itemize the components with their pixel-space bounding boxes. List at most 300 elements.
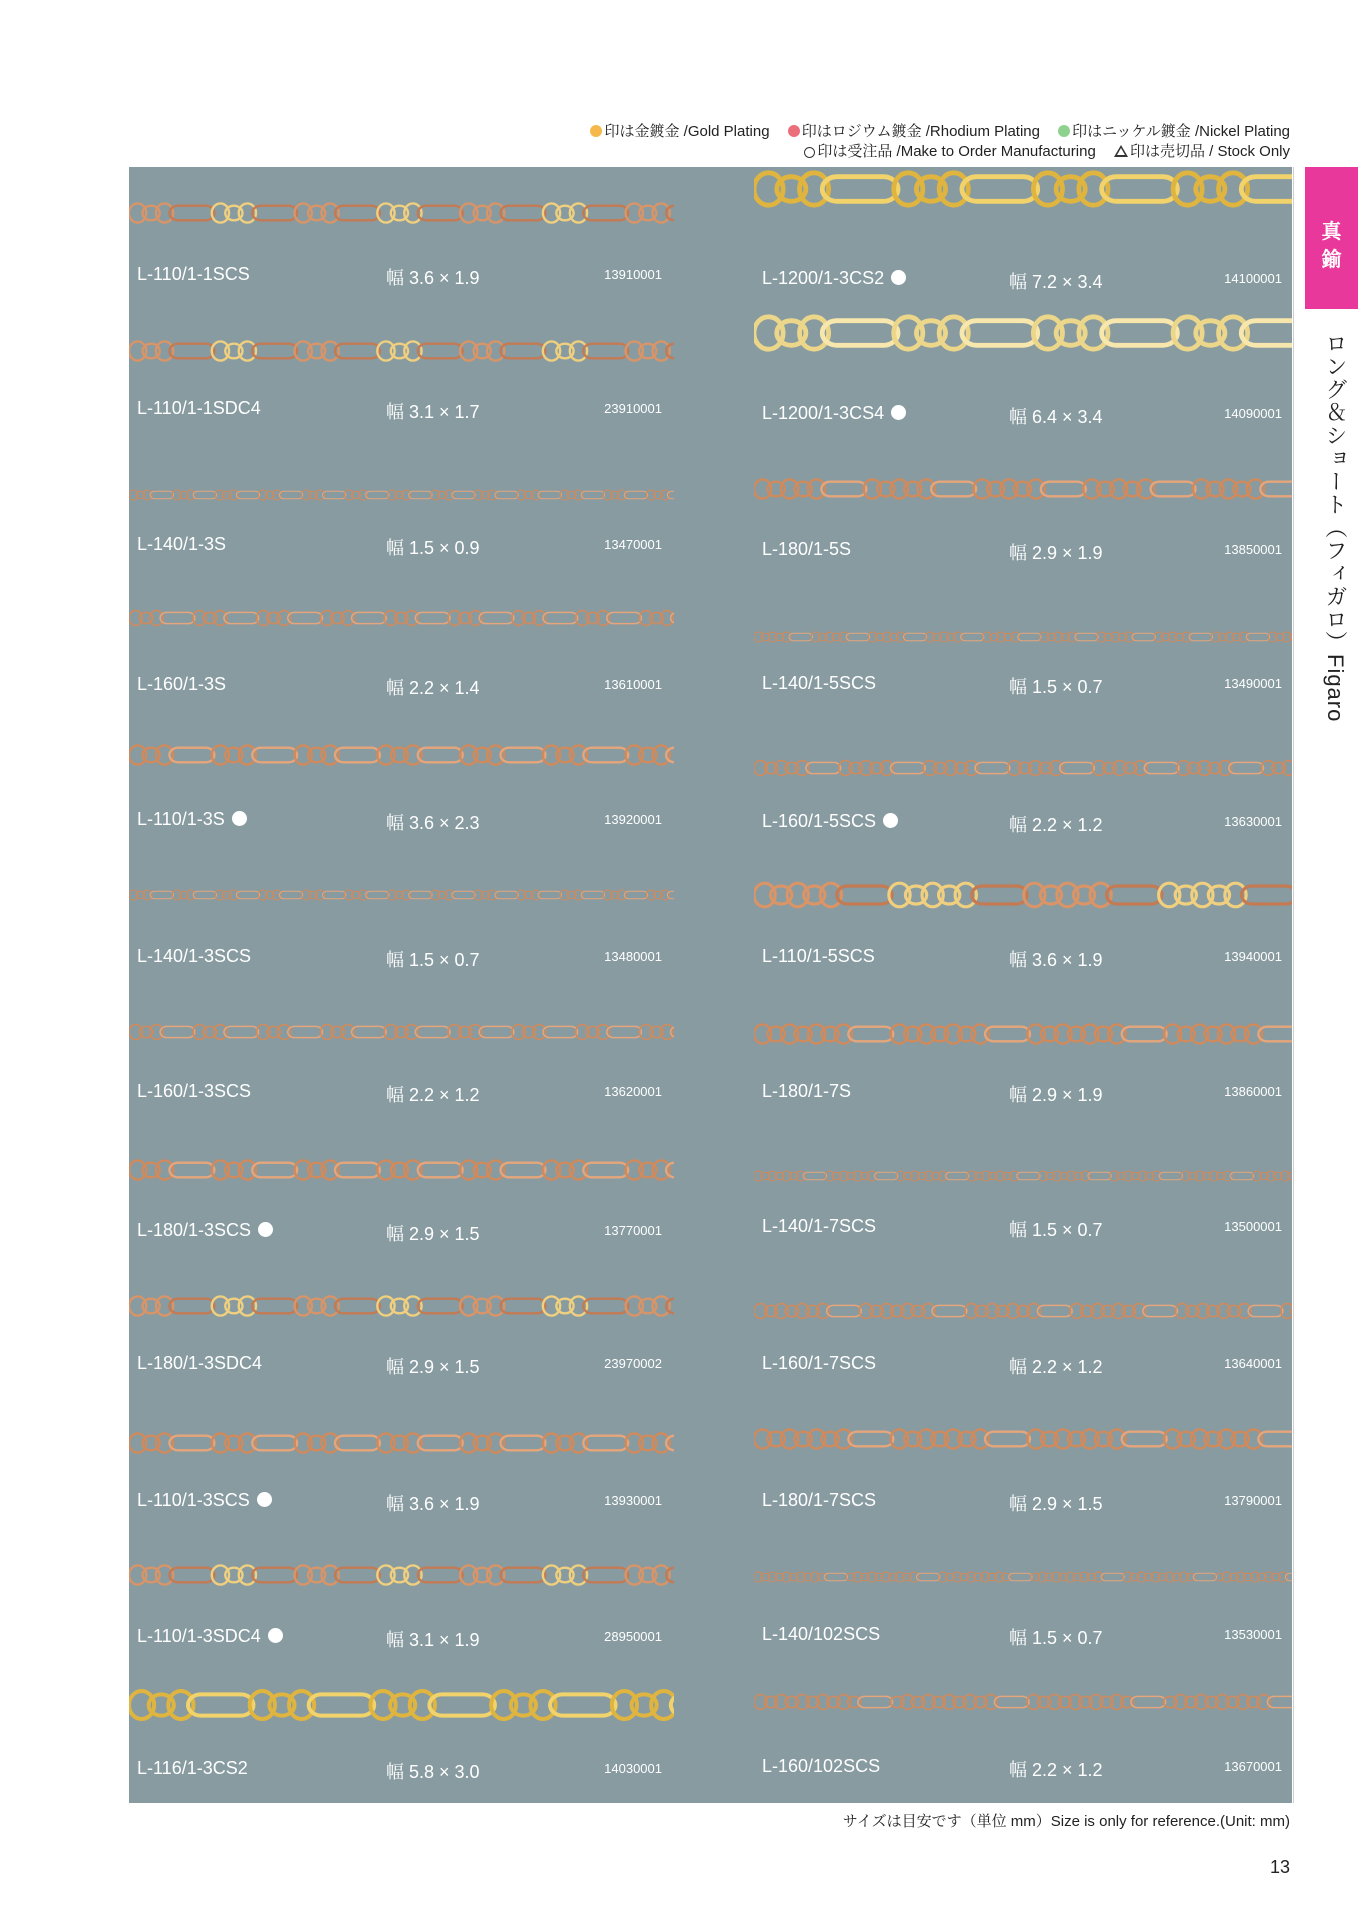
- product-size: 幅 2.2 × 1.2: [1009, 1760, 1103, 1780]
- chain-long-link: [583, 748, 628, 763]
- product-code-text: L-1200/1-3CS4: [762, 403, 885, 423]
- chain-link: [129, 745, 146, 764]
- chain-link: [835, 1024, 852, 1043]
- chain-long-link: [252, 748, 297, 763]
- chain-long-link: [501, 748, 546, 763]
- chain-long-link: [418, 344, 463, 359]
- chain-link: [488, 490, 497, 500]
- chain-link: [986, 1304, 999, 1319]
- product-code: [762, 268, 906, 289]
- product-code: [762, 1081, 851, 1102]
- chain-link: [922, 1695, 935, 1710]
- chain-link: [972, 1024, 989, 1043]
- product-size: 幅 1.5 × 0.7: [1009, 1628, 1103, 1648]
- chain-link: [129, 1433, 146, 1452]
- product-code: [762, 946, 875, 967]
- chain-long-link: [169, 344, 214, 359]
- chain-link: [1218, 1024, 1235, 1043]
- chain-long-link: [1041, 482, 1086, 497]
- section-title: [1306, 332, 1356, 732]
- chain-link: [570, 1296, 587, 1315]
- chain-link: [487, 203, 504, 222]
- product-code: [762, 1624, 880, 1645]
- chain-long-link: [169, 206, 214, 221]
- chain-link: [143, 890, 152, 900]
- product-code-text: L-110/1-3SCS: [137, 1490, 250, 1510]
- chain-link: [1137, 1572, 1146, 1582]
- chain-long-link: [501, 1568, 546, 1583]
- chain-link: [1257, 1695, 1270, 1710]
- chain-link: [816, 1304, 829, 1319]
- chain-link: [359, 490, 368, 500]
- chain-link: [660, 611, 673, 626]
- chain-long-link: [538, 491, 561, 499]
- chain-long-link: [1102, 177, 1178, 202]
- size-footnote: サイズは目安です（単位 mm）Size is only for reference.(Unit: mm): [842, 1813, 1290, 1830]
- chain-long-link: [309, 1694, 375, 1715]
- chain-long-link: [583, 1163, 628, 1178]
- chain-link: [808, 479, 825, 498]
- chain-link: [341, 1025, 354, 1040]
- tab-label-2: 鍮: [1321, 249, 1342, 271]
- chain-long-link: [1107, 886, 1162, 904]
- chain-long-link: [671, 1694, 674, 1715]
- chain-long-link: [418, 748, 463, 763]
- chain-link: [1217, 1304, 1230, 1319]
- chain-link: [129, 890, 138, 900]
- chain-link: [1250, 1572, 1259, 1582]
- chain-link: [835, 1429, 852, 1448]
- chain-image: [754, 312, 1292, 354]
- chain-link: [1191, 1024, 1208, 1043]
- chain-link: [1049, 761, 1062, 776]
- chain-link: [570, 745, 587, 764]
- chain-link: [1011, 632, 1020, 642]
- chain-image: [129, 609, 674, 627]
- product-size: 幅 1.5 × 0.7: [1009, 1220, 1103, 1240]
- chain-link: [901, 1695, 914, 1710]
- chain-link: [1052, 1572, 1061, 1582]
- chain-image: [129, 1431, 674, 1455]
- chain-long-link: [236, 891, 259, 899]
- chain-long-link: [581, 891, 604, 899]
- chain-long-link: [352, 1026, 387, 1037]
- chain-long-link: [501, 1436, 546, 1451]
- chain-long-link: [418, 1163, 463, 1178]
- chain-link: [574, 490, 583, 500]
- chain-link: [839, 632, 848, 642]
- chain-long-link: [822, 177, 898, 202]
- chain-long-link: [1241, 886, 1292, 904]
- product-size: 幅 3.1 × 1.7: [386, 402, 480, 422]
- product-code: [137, 1081, 251, 1102]
- product-code-text: L-160/1-3SCS: [137, 1081, 252, 1101]
- chain-image: [754, 880, 1292, 910]
- chain-link: [129, 1025, 142, 1040]
- chain-long-link: [1131, 1696, 1166, 1707]
- chain-link: [653, 341, 670, 360]
- chain-link: [1110, 1695, 1123, 1710]
- chain-long-link: [288, 612, 323, 623]
- side-divider: [1293, 167, 1294, 1803]
- chain-link: [150, 1025, 163, 1040]
- chain-long-link: [985, 1432, 1030, 1447]
- chain-link: [981, 1572, 990, 1582]
- chain-long-link: [583, 206, 628, 221]
- chain-link: [487, 1433, 504, 1452]
- chain-long-link: [366, 491, 389, 499]
- chain-long-link: [1075, 633, 1098, 641]
- nickel-dot-icon: [1058, 125, 1070, 137]
- chain-long-link: [224, 1026, 259, 1037]
- chain-link: [596, 611, 609, 626]
- chain-link: [881, 1572, 890, 1582]
- chain-long-link: [1248, 1305, 1283, 1316]
- chain-link: [570, 203, 587, 222]
- chain-link: [570, 341, 587, 360]
- chain-link: [1027, 1304, 1040, 1319]
- chain-link: [782, 1171, 791, 1181]
- chain-long-link: [583, 1568, 628, 1583]
- product-size: 幅 7.2 × 3.4: [1009, 272, 1103, 292]
- chain-long-link: [409, 491, 432, 499]
- chain-link: [1137, 479, 1154, 498]
- chain-link: [531, 890, 540, 900]
- chain-link: [781, 1024, 798, 1043]
- chain-long-link: [1193, 1573, 1216, 1581]
- chain-link: [754, 761, 767, 776]
- product-number: 13640001: [1224, 1356, 1282, 1371]
- chain-long-link: [837, 886, 892, 904]
- chain-link: [570, 1433, 587, 1452]
- chain-link: [816, 1695, 829, 1710]
- chain-image: [754, 1427, 1292, 1451]
- chain-link: [1124, 1171, 1133, 1181]
- chain-link: [239, 1433, 256, 1452]
- product-code: [762, 539, 851, 560]
- product-code-text: L-110/1-1SDC4: [137, 398, 261, 418]
- chain-image: [129, 1563, 674, 1587]
- chain-link: [143, 490, 152, 500]
- chain-link: [404, 203, 421, 222]
- product-code-text: L-160/102SCS: [762, 1756, 881, 1776]
- chain-long-link: [236, 491, 259, 499]
- chain-link: [922, 1304, 935, 1319]
- chain-long-link: [409, 891, 432, 899]
- chain-link: [1291, 1305, 1292, 1316]
- chain-link: [1080, 1572, 1089, 1582]
- chain-link: [1110, 479, 1127, 498]
- chain-long-link: [806, 762, 841, 773]
- chain-long-link: [824, 1573, 847, 1581]
- tab-label-1: 真: [1321, 221, 1342, 243]
- chain-long-link: [874, 1172, 897, 1180]
- chain-link: [1081, 1024, 1098, 1043]
- chain-long-link: [821, 482, 866, 497]
- chain-long-link: [352, 612, 387, 623]
- chain-link: [1198, 761, 1211, 776]
- chain-long-link: [288, 1026, 323, 1037]
- product-code: [137, 1220, 273, 1241]
- product-code-text: L-140/102SCS: [762, 1624, 881, 1644]
- chain-link: [944, 761, 957, 776]
- product-number: 13480001: [604, 949, 662, 964]
- chain-image: [129, 1687, 674, 1723]
- chain-long-link: [827, 1305, 862, 1316]
- chain-link: [867, 1171, 876, 1181]
- chain-link: [909, 1572, 918, 1582]
- chain-link: [239, 745, 256, 764]
- product-code-text: L-180/1-7SCS: [762, 1490, 877, 1510]
- chain-link: [487, 1160, 504, 1179]
- product-size: 幅 2.2 × 1.2: [1009, 815, 1103, 835]
- chain-link: [880, 761, 893, 776]
- chain-long-link: [962, 321, 1038, 346]
- chain-link: [156, 745, 173, 764]
- chain-link: [796, 1304, 809, 1319]
- gold-dot-icon: [590, 125, 602, 137]
- chain-link: [1182, 632, 1191, 642]
- product-code: [137, 809, 247, 830]
- product-number: 13920001: [604, 812, 662, 827]
- chain-long-link: [279, 891, 302, 899]
- chain-link: [1282, 761, 1292, 776]
- product-code-text: L-110/1-1SCS: [137, 264, 250, 284]
- page-number: 13: [1269, 1857, 1290, 1877]
- product-code-text: L-116/1-3CS2: [137, 1758, 248, 1778]
- chain-long-link: [583, 1436, 628, 1451]
- chain-link: [796, 1695, 809, 1710]
- legend-row-plating: [590, 122, 1290, 142]
- chain-link: [1029, 761, 1042, 776]
- chain-long-link: [415, 612, 450, 623]
- chain-long-link: [550, 1694, 616, 1715]
- chain-image: [129, 743, 674, 767]
- chain-long-link: [903, 633, 926, 641]
- chain-link: [129, 490, 138, 500]
- chain-link: [972, 1429, 989, 1448]
- chain-link: [272, 490, 281, 500]
- white-dot-icon: [883, 813, 898, 828]
- chain-link: [895, 1572, 904, 1582]
- product-code-text: L-110/1-5SCS: [762, 946, 875, 966]
- chain-link: [967, 1572, 976, 1582]
- chain-long-link: [224, 612, 259, 623]
- chain-long-link: [1037, 1305, 1072, 1316]
- chain-link: [129, 341, 146, 360]
- chain-long-link: [335, 344, 380, 359]
- legend-row-status: [590, 142, 1290, 162]
- product-code-text: L-180/1-5S: [762, 539, 852, 559]
- product-size: 幅 2.9 × 1.9: [1009, 543, 1103, 563]
- chain-link: [660, 890, 669, 900]
- chain-long-link: [543, 612, 578, 623]
- chain-link: [1225, 632, 1234, 642]
- product-size: 幅 3.6 × 1.9: [386, 1494, 480, 1514]
- product-number: 13620001: [604, 1084, 662, 1099]
- product-code: [137, 1490, 272, 1511]
- chain-link: [995, 1572, 1004, 1582]
- product-number: 13610001: [604, 677, 662, 692]
- product-size: 幅 6.4 × 3.4: [1009, 407, 1103, 427]
- product-code: [137, 264, 250, 285]
- chain-long-link: [418, 1299, 463, 1314]
- chain-long-link: [624, 891, 647, 899]
- chain-long-link: [961, 633, 984, 641]
- chain-image: [129, 339, 674, 363]
- chain-long-link: [415, 1026, 450, 1037]
- product-number: 23910001: [604, 401, 662, 416]
- chain-long-link: [323, 491, 346, 499]
- chain-link: [945, 1429, 962, 1448]
- chain-link: [810, 1572, 819, 1582]
- chain-long-link: [335, 1436, 380, 1451]
- chain-long-link: [418, 206, 463, 221]
- chain-link: [781, 1429, 798, 1448]
- chain-link: [1048, 1695, 1061, 1710]
- product-size: 幅 3.1 × 1.9: [386, 1630, 480, 1650]
- product-number: 13630001: [1224, 814, 1282, 829]
- chain-link: [768, 1171, 777, 1181]
- chain-long-link: [1285, 1573, 1292, 1581]
- chain-long-link: [932, 1305, 967, 1316]
- chain-long-link: [581, 491, 604, 499]
- chain-long-link: [452, 891, 475, 899]
- chain-link: [924, 1171, 933, 1181]
- chain-link: [129, 1160, 146, 1179]
- product-size: 幅 2.9 × 1.5: [386, 1357, 480, 1377]
- chain-link: [1195, 1695, 1208, 1710]
- chain-link: [754, 1695, 767, 1710]
- chain-link: [404, 341, 421, 360]
- product-number: 13860001: [1224, 1084, 1282, 1099]
- chain-link: [570, 1565, 587, 1584]
- chain-link: [487, 745, 504, 764]
- product-code-text: L-110/1-3S: [137, 809, 225, 829]
- chain-long-link: [1018, 633, 1041, 641]
- chain-link: [653, 203, 670, 222]
- product-size: 幅 2.2 × 1.2: [386, 1085, 480, 1105]
- chain-long-link: [169, 1163, 214, 1178]
- chain-long-link: [846, 633, 869, 641]
- chain-link: [156, 1296, 173, 1315]
- chain-link: [775, 761, 788, 776]
- chain-link: [239, 203, 256, 222]
- chain-long-link: [1122, 1027, 1167, 1042]
- chain-link: [1108, 1024, 1125, 1043]
- chain-image: [754, 1170, 1292, 1182]
- chain-link: [445, 490, 454, 500]
- product-number: 13770001: [604, 1223, 662, 1238]
- chain-link: [653, 1296, 670, 1315]
- chain-link: [1134, 761, 1147, 776]
- product-code: [137, 1626, 283, 1647]
- category-tab-brass[interactable]: [1305, 167, 1358, 309]
- chain-image: [129, 201, 674, 225]
- chain-link: [775, 1695, 788, 1710]
- chain-long-link: [1143, 1305, 1178, 1316]
- product-number: 14100001: [1224, 271, 1282, 286]
- chain-long-link: [543, 1026, 578, 1037]
- chain-long-link: [916, 1573, 939, 1581]
- chain-link: [660, 490, 669, 500]
- chain-link: [1174, 1695, 1187, 1710]
- chain-long-link: [495, 891, 518, 899]
- chain-long-link: [1009, 1573, 1032, 1581]
- product-code: [137, 398, 261, 419]
- product-size: 幅 5.8 × 3.0: [386, 1762, 480, 1782]
- chain-image: [754, 477, 1292, 501]
- product-code: [762, 403, 906, 424]
- chain-link: [1223, 1171, 1232, 1181]
- chain-image: [129, 489, 674, 501]
- plating-legend: [590, 122, 1290, 162]
- chain-long-link: [975, 762, 1010, 773]
- chain-link: [754, 1024, 771, 1043]
- chain-long-link: [335, 206, 380, 221]
- chain-long-link: [479, 1026, 514, 1037]
- chain-link: [901, 1304, 914, 1319]
- product-number: 13910001: [604, 267, 662, 282]
- product-code: [762, 1490, 876, 1511]
- product-number: 13930001: [604, 1493, 662, 1508]
- chain-link: [1209, 1171, 1218, 1181]
- chain-link: [469, 611, 482, 626]
- chain-long-link: [1132, 633, 1155, 641]
- chain-link: [404, 1565, 421, 1584]
- chain-link: [754, 632, 763, 642]
- chain-long-link: [1246, 633, 1269, 641]
- product-code-text: L-140/1-7SCS: [762, 1216, 877, 1236]
- chain-link: [156, 341, 173, 360]
- chain-link: [156, 1433, 173, 1452]
- chain-long-link: [418, 1436, 463, 1451]
- chain-link: [129, 1296, 146, 1315]
- legend-gold: 印は金鍍金 /Gold Plating: [604, 123, 770, 140]
- product-code-text: L-140/1-5SCS: [762, 673, 877, 693]
- chain-long-link: [335, 1163, 380, 1178]
- chain-link: [1218, 761, 1231, 776]
- chain-link: [1111, 632, 1120, 642]
- product-number: 13790001: [1224, 1493, 1282, 1508]
- chain-link: [1239, 632, 1248, 642]
- product-code: [137, 946, 251, 967]
- chain-link: [186, 490, 195, 500]
- product-number: 28950001: [604, 1629, 662, 1644]
- chain-link: [1191, 1429, 1208, 1448]
- chain-link: [781, 479, 798, 498]
- white-dot-icon: [891, 405, 906, 420]
- chain-link: [768, 632, 777, 642]
- chain-long-link: [1258, 1027, 1292, 1042]
- chain-long-link: [962, 177, 1038, 202]
- chain-link: [1220, 479, 1237, 498]
- chain-long-link: [252, 1299, 297, 1314]
- chain-link: [1066, 1572, 1075, 1582]
- chain-link: [853, 1171, 862, 1181]
- chain-link: [321, 1296, 338, 1315]
- chain-link: [782, 632, 791, 642]
- chain-link: [825, 632, 834, 642]
- chain-long-link: [972, 886, 1027, 904]
- chain-long-link: [252, 1436, 297, 1451]
- chain-image: [129, 1294, 674, 1318]
- product-code-text: L-160/1-7SCS: [762, 1353, 877, 1373]
- chain-long-link: [252, 206, 297, 221]
- product-code: [137, 1353, 262, 1374]
- product-code: [762, 1216, 876, 1237]
- chain-long-link: [607, 1026, 642, 1037]
